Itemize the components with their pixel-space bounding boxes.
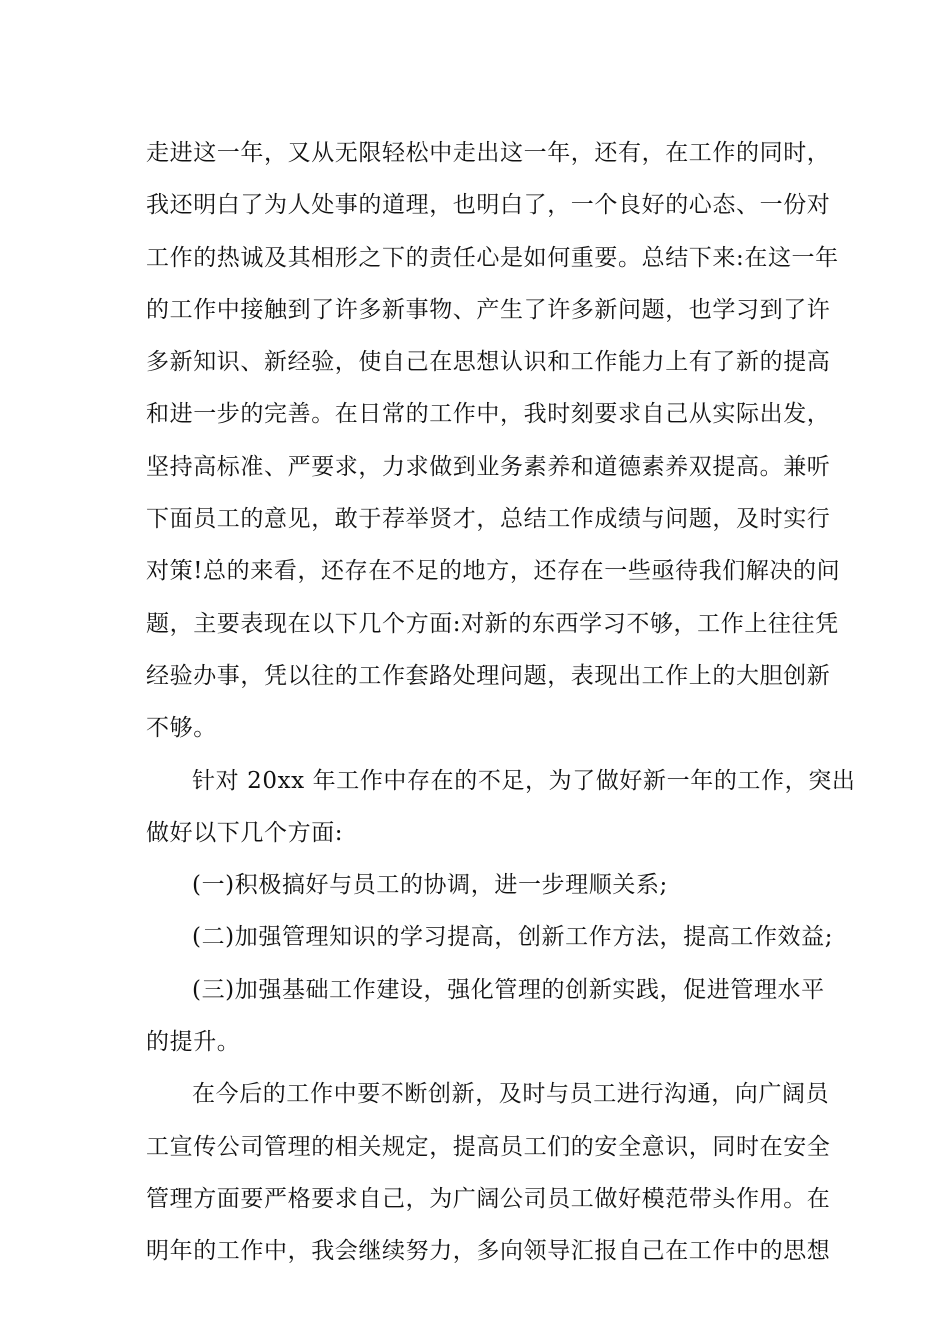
text-line: 经验办事，凭以往的工作套路处理问题，表现出工作上的大胆创新 [146,662,831,689]
text-line: 不够。 [146,715,217,742]
text-line: 工宣传公司管理的相关规定，提高员工们的安全意识，同时在安全 [146,1133,831,1160]
paragraph-1 [146,127,841,755]
text-line: 下面员工的意见，敢于荐举贤才，总结工作成绩与问题，及时实行 [146,506,831,533]
text-line: 的工作中接触到了许多新事物、产生了许多新问题，也学习到了许 [146,296,831,323]
text-line: 针对 20xx 年工作中存在的不足，为了做好新一年的工作，突出 [192,767,856,794]
text-line: 走进这一年，又从无限轻松中走出这一年，还有，在工作的同时， [146,140,831,166]
paragraph-2 [146,755,856,860]
text-line: 和进一步的完善。在日常的工作中，我时刻要求自己从实际出发， [146,401,831,428]
paragraph-4 [146,911,834,963]
text-line: 的提升。 [146,1029,241,1056]
text-line: 工作的热诚及其相形之下的责任心是如何重要。总结下来:在这一年 [146,244,839,271]
text-line: 在今后的工作中要不断创新，及时与员工进行沟通，向广阔员 [192,1081,830,1108]
text-line: (二)加强管理知识的学习提高，创新工作方法，提高工作效益; [192,924,834,951]
paragraph-6 [146,1068,831,1277]
document-body [146,127,856,1278]
text-line: (一)积极搞好与员工的协调，进一步理顺关系; [192,872,668,899]
text-line: 坚持高标准、严要求，力求做到业务素养和道德素养双提高。兼听 [146,453,831,480]
paragraph-3 [146,859,811,911]
paragraph-5 [146,964,825,1069]
text-line: 做好以下几个方面: [146,819,344,846]
text-line: 管理方面要严格要求自己，为广阔公司员工做好模范带头作用。在 [146,1185,831,1212]
text-line: 多新知识、新经验，使自己在思想认识和工作能力上有了新的提高 [146,349,831,376]
text-line: 明年的工作中，我会继续努力，多向领导汇报自己在工作中的思想 [146,1238,831,1265]
text-line: (三)加强基础工作建设，强化管理的创新实践，促进管理水平 [192,976,825,1003]
text-line: 题，主要表现在以下几个方面:对新的东西学习不够，工作上往往凭 [146,610,839,637]
text-line: 对策!总的来看，还存在不足的地方，还存在一些亟待我们解决的问 [146,558,841,585]
text-line: 我还明白了为人处事的道理，也明白了，一个良好的心态、一份对 [146,192,831,219]
